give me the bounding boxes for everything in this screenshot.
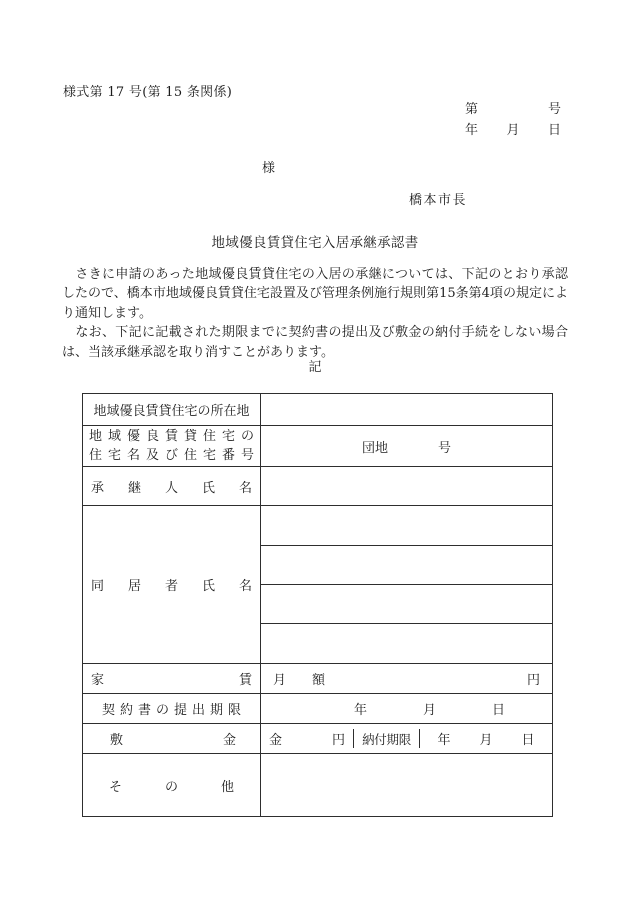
successor-value-cell <box>261 467 553 506</box>
deposit-payment-deadline-label: 納付期限 <box>354 729 420 748</box>
housing-name-label <box>83 426 261 467</box>
danchi-label: 団地 <box>361 440 388 456</box>
cohabitant-value-cell-1 <box>261 506 553 546</box>
record-marker: 記 <box>308 360 322 375</box>
rent-monthly-label <box>273 669 325 688</box>
contract-year-label: 年 <box>353 703 367 718</box>
deposit-day-label: 日 <box>521 733 535 748</box>
doc-number-line <box>465 97 561 118</box>
deposit-year-label: 年 <box>437 733 451 748</box>
deposit-label: 敷 金 <box>83 724 261 754</box>
rent-label: 家 賃 <box>83 664 261 694</box>
date-line <box>465 118 561 139</box>
deposit-amount-cell <box>261 729 354 748</box>
approval-table <box>82 393 553 817</box>
issuer-name: 橋本市長 <box>409 193 468 208</box>
rent-yen-label: 円 <box>526 673 540 688</box>
doc-number-suffix: 号 <box>547 102 561 117</box>
deposit-amount-prefix: 金 <box>269 733 283 748</box>
housing-name-label-line1: 地 域 優 良 賃 貸 住 宅 の <box>89 429 254 444</box>
date-day: 日 <box>547 123 561 138</box>
date-year: 年 <box>465 123 479 138</box>
row-cohabitant-1 <box>83 506 553 546</box>
doc-number-prefix: 第 <box>465 102 479 117</box>
successor-label: 承 継 人 氏 名 <box>83 467 261 506</box>
deposit-amount-yen: 円 <box>331 733 345 748</box>
body-paragraph-2: なお、下記に記載された期限までに契約書の提出及び敷金の納付手続をしない場合は、当該承継承認を取り消すことがあります。 <box>62 325 568 360</box>
other-label: そ の 他 <box>83 754 261 817</box>
contract-deadline-value-cell <box>261 694 553 724</box>
contract-deadline-label: 契 約 書 の 提 出 期 限 <box>83 694 261 724</box>
date-month: 月 <box>506 123 520 138</box>
body-paragraph-1: さきに申請のあった地域優良賃貸住宅の入居の承継については、下記のとおり承認したので、橋本市地域優良賃貸住宅設置及び管理条例施行規則第15条第4項の規定により通知します。 <box>62 267 568 321</box>
row-other <box>83 754 553 817</box>
form-number: 様式第 17 号(第 15 条関係) <box>63 85 233 100</box>
rent-monthly-char-2: 額 <box>312 673 326 688</box>
contract-month-label: 月 <box>422 703 436 718</box>
deposit-month-label: 月 <box>479 733 493 748</box>
row-location <box>83 394 553 426</box>
row-housing-name <box>83 426 553 467</box>
addressee-suffix: 様 <box>262 161 276 176</box>
housing-name-value-cell <box>261 426 553 467</box>
rent-monthly-char-1: 月 <box>273 673 287 688</box>
doc-number-date-block <box>465 97 561 139</box>
row-deposit <box>83 724 553 754</box>
rent-value-cell <box>261 664 553 694</box>
contract-day-label: 日 <box>492 703 506 718</box>
document-title: 地域優良賃貸住宅入居承継承認書 <box>211 235 419 251</box>
cohabitant-value-cell-3 <box>261 585 553 624</box>
cohabitant-value-cell-2 <box>261 546 553 585</box>
body-text <box>62 265 568 362</box>
deposit-date-cell <box>420 729 552 748</box>
housing-name-label-line2: 住 宅 名 及 び 住 宅 番 号 <box>89 448 254 463</box>
row-contract-deadline <box>83 694 553 724</box>
go-label: 号 <box>438 440 452 456</box>
deposit-value-cell <box>261 724 553 754</box>
other-value-cell <box>261 754 553 817</box>
cohabitant-value-cell-4 <box>261 624 553 664</box>
row-successor <box>83 467 553 506</box>
location-value-cell <box>261 394 553 426</box>
row-rent <box>83 664 553 694</box>
location-label: 地域優良賃貸住宅の所在地 <box>83 394 261 426</box>
cohabitants-label: 同 居 者 氏 名 <box>83 506 261 664</box>
